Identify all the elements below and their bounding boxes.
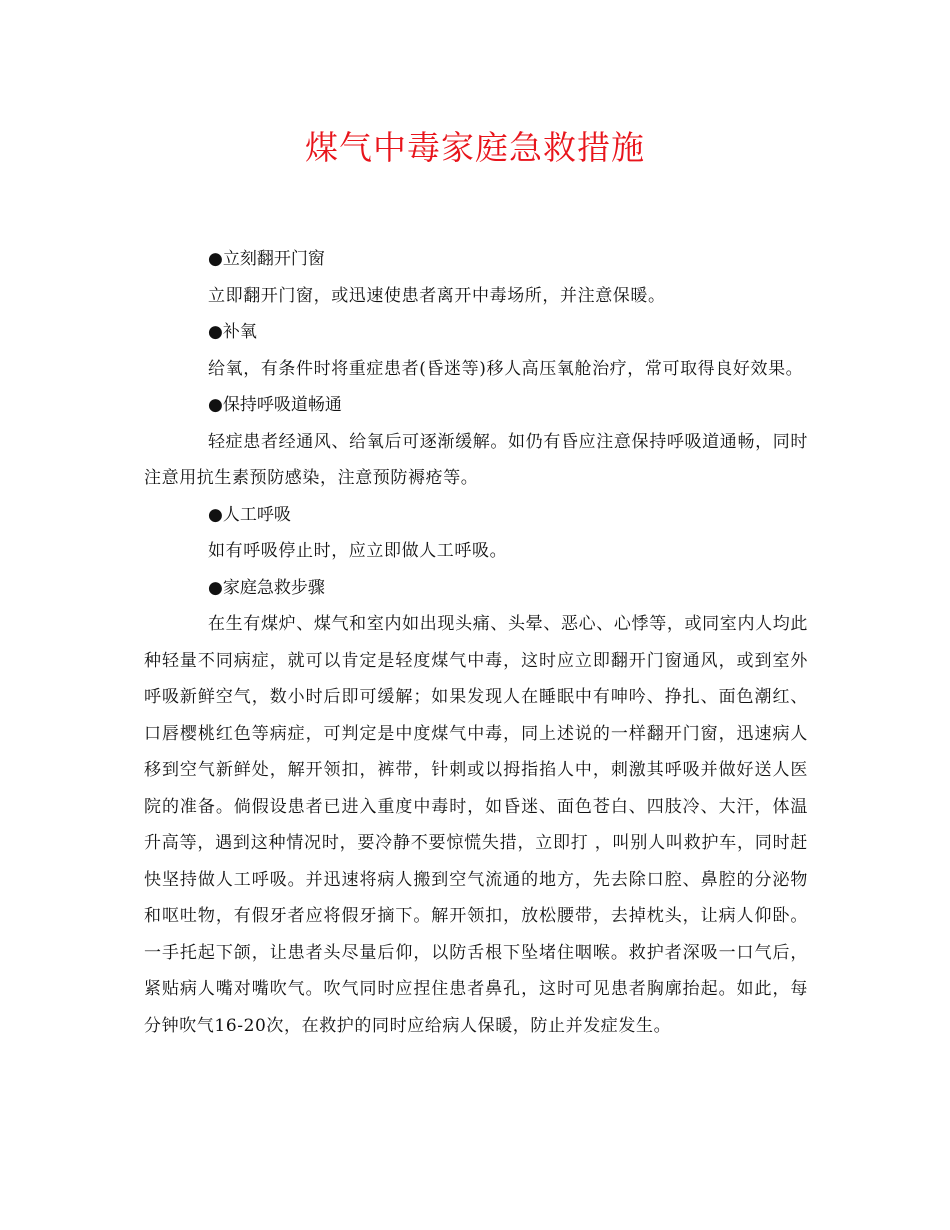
section-text-airway: 轻症患者经通风、给氧后可逐渐缓解。如仍有昏应注意保持呼吸道通畅，同时注意用抗生素预防感染，注意预防褥疮等。 — [144, 431, 808, 488]
section-heading-first-aid-steps: ●家庭急救步骤 — [208, 577, 325, 598]
section-heading-oxygen: ●补氧 — [208, 322, 257, 342]
document-title: 煤气中毒家庭急救措施 — [305, 128, 645, 167]
section-text-artificial-respiration: 如有呼吸停止时，应立即做人工呼吸。 — [208, 541, 508, 561]
section-text-open-windows: 立即翻开门窗，或迅速使患者离开中毒场所，并注意保暖。 — [208, 285, 666, 306]
section-heading-artificial-respiration: ●人工呼吸 — [208, 504, 291, 525]
section-text-oxygen: 给氧，有条件时将重症患者(昏迷等)移人高压氧舱治疗，常可取得良好效果。 — [208, 358, 804, 379]
section-heading-open-windows: ●立刻翻开门窗 — [208, 249, 325, 269]
section-heading-airway: ●保持呼吸道畅通 — [208, 395, 342, 415]
document-body — [144, 241, 808, 1044]
section-text-first-aid-steps: 在生有煤炉、煤气和室内如出现头痛、头晕、恶心、心悸等，或同室内人均此种轻量不同病症，就可以肯定是轻度煤气中毒，这时应立即翻开门窗通风，或到室外呼吸新鲜空气，数小时后即可缓解；如果发现人在睡眠中有呻吟、挣扎、面色潮红、口唇樱桃红色等病症，可判定是中度煤气中毒，同上述说的一样翻开门窗，迅速病人移到空气新鲜处，解开领扣，裤带，针刺或以拇指掐人中，刺激其呼吸并做好送人医院的准备。倘假设患者已进入重度中毒时，如昏迷、面色苍白、四肢冷、大汗，体温升高等，遇到这种情况时，要冷静不要惊慌失措，立即打 ，叫别人叫救护车，同时赶快坚持做人工呼吸。并迅速将病人搬到空气流通的地方，先去除口腔、鼻腔的分泌物和呕吐物，有假牙者应将假牙摘下。解开领扣，放松腰带，去掉枕头，让病人仰卧。一手托起下颌，让患者头尽量后仰，以防舌根下坠堵住咽喉。救护者深吸一口气后，紧贴病人嘴对嘴吹气。吹气同时应捏住患者鼻孔，这时可见患者胸廓抬起。如此，每分钟吹气16-20次，在救护的同时应给病人保暖，防止并发症发生。 — [144, 614, 808, 1036]
